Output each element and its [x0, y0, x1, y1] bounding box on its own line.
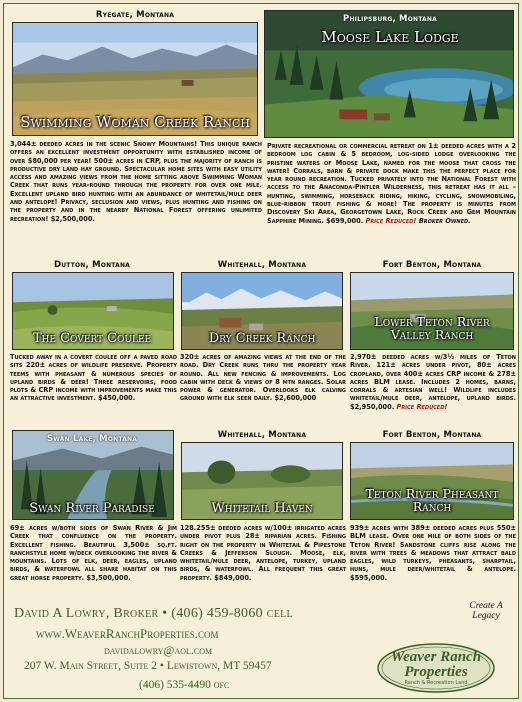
listing-description: 3,044± deeded acres in the scenic Snowy Mountains! This unique ranch offers an excellent investment opportunity with established income of over $80,000 per year! 500± acres in CRP, plus the majority of ranch is productive dry land hay ground. Spectacular home sites with easy utility access and amazing views from the home sitting above Swimming Woman Creek that runs year-round through the property for over one mile. Excellent upland bird hunting with an abundance of whitetail/mule deer and antelope! Privacy, seclusion and views, plus hunting and fishing on the property and in the nearby National Forest offering unlimited recreation! $2,500,000. — [10, 140, 262, 223]
price-reduced-badge: Price Reduced! — [365, 216, 417, 225]
listing-location: Philipsburg, Montana — [343, 14, 437, 24]
listing-card-moose-lake — [264, 8, 516, 140]
listing-location: Dutton, Montana — [53, 260, 131, 270]
logo-name-line2: Properties — [404, 664, 468, 680]
logo-name-line1: Weaver Ranch — [390, 649, 482, 665]
listing-description: 128.255± deeded acres w/100± irrigated acres under pivot plus 28± riparian acres. Fishing right on the property in Whitetail & Pipestone Creeks & Jefferson Slough. Moose, elk, whitetail/mule deer, antelope, turkey, upland birds, & waterfowl. All frequent this great property. $849,000. — [180, 524, 346, 582]
listing-location: Whitehall, Montana — [217, 260, 307, 270]
broker-contact-line: David A Lowry, Broker • (406) 459-8060 cell — [14, 606, 293, 621]
listing-description: 69± acres w/both sides of Swan River & Jim Creek that confluence on the property. Excellent fishing. Beautiful 3,500± sq.ft. ranchstyle home w/deck overlooking the river & mountains. Lots of elk, deer, eagles, upland birds, & waterfowl all share habitat on this great horse property. $3,500,000. — [10, 524, 177, 582]
listing-title: Swan River Paradise — [29, 501, 155, 516]
listing-description: 320± acres of amazing views at the end of the road. Dry Creek runs thru the property year round. All new fencing & improvements. Log cabin with deck & views of 8 mtn ranges. Solar power & generator. Overlooks elk calving ground with elk seen daily. $2,600,000 — [180, 353, 346, 403]
listing-location: Whitehall, Montana — [217, 430, 307, 440]
listing-card-swimming-woman — [9, 8, 261, 138]
listing-card-swan-river — [9, 428, 175, 520]
office-phone: (406) 535-4490 ofc — [139, 679, 230, 691]
listing-card-covert-coulee — [9, 258, 175, 350]
listing-description: Tucked away in a covert coulee off a paved road sits 220± acres of wildlife preserve. Property teems with pheasant & numerous species of upland birds & deer! Three reservoirs, food plots & CRP income with improvements make this an attractive investment. $450,000. — [10, 353, 177, 403]
listing-title: Swimming Woman Creek Ranch — [20, 113, 250, 131]
ad-page — [3, 3, 519, 699]
listing-title: Lower Teton River Valley Ranch — [374, 314, 490, 342]
listing-description — [350, 353, 516, 411]
logo-subtitle: Ranch & Recreation Land — [404, 680, 468, 686]
listing-location: Ryegate, Montana — [95, 10, 175, 20]
price-reduced-badge: Price Reduced! — [396, 402, 448, 411]
listing-card-teton-pheasant — [348, 428, 516, 520]
listing-location: Fort Benton, Montana — [382, 430, 482, 440]
listing-title: The Covert Coulee — [32, 331, 152, 346]
listing-description-text: Private recreational or commercial retreat on 1± deeded acres with a 2 bedroom log cabin & 5 bedroom, log-sided lodge overlooking the pristine waters of Moose Lake, named for the moose that cross the water! Corrals, barn & private dock make this the perfect place for year round recreation. Tucked privately into the National Forest with access to the Anaconda-Pintler Wilderness, this retreat has it all – hunting, swimming, horseback riding, hiking, cycling, snowmobiling, blue-ribbon trout fishing & more! The property is minutes from Discovery Ski Area, Georgetown Lake, Rock Creek and Gem Mountain Sapphire Mining. $699,000. — [267, 142, 516, 225]
listing-description: 939± acres with 389± deeded acres plus 550± BLM lease. Over one mile of both sides of the Teton River! Sandstone cliffs rise along the river with trees & meadows that attract bald eagles, wild turkeys, pheasants, sharptail, huns, mule deer/whitetail & antelope. $595,000. — [350, 524, 516, 582]
listing-title: Whitetail Haven — [211, 501, 313, 516]
website-link[interactable]: www.WeaverRanchProperties.com — [36, 626, 219, 641]
listing-card-lower-teton — [348, 258, 516, 350]
logo-tagline: Create A Legacy — [469, 601, 503, 621]
listing-title: Teton River Pheasant Ranch — [365, 486, 499, 514]
listing-description — [267, 142, 516, 225]
listing-card-dry-creek — [179, 258, 345, 350]
listing-title: Dry Creek Ranch — [208, 331, 316, 346]
office-address: 207 W. Main Street, Suite 2 • Lewistown, MT 59457 — [24, 660, 272, 672]
listing-card-whitetail-haven — [179, 428, 345, 520]
listing-location: Swan Lake, Montana — [46, 434, 138, 444]
listing-title: Moose Lake Lodge — [321, 28, 459, 46]
weaver-ranch-logo — [374, 601, 506, 694]
broker-owned-note: Broker Owned. — [418, 216, 471, 225]
email-link[interactable]: davidalowry@aol.com — [104, 643, 213, 657]
listing-location: Fort Benton, Montana — [382, 260, 482, 270]
listing-description-text: 2,970± deeded acres w/3½ miles of Teton River. 121± acres under pivot, 80± acres cropland, over 400± acres CRP income & 278± acres BLM lease. Includes 2 homes, barns, corrals & artesian well! Wildlife includes whitetail/mule deer, antelope, upland birds. $2,950,000. — [350, 353, 516, 411]
